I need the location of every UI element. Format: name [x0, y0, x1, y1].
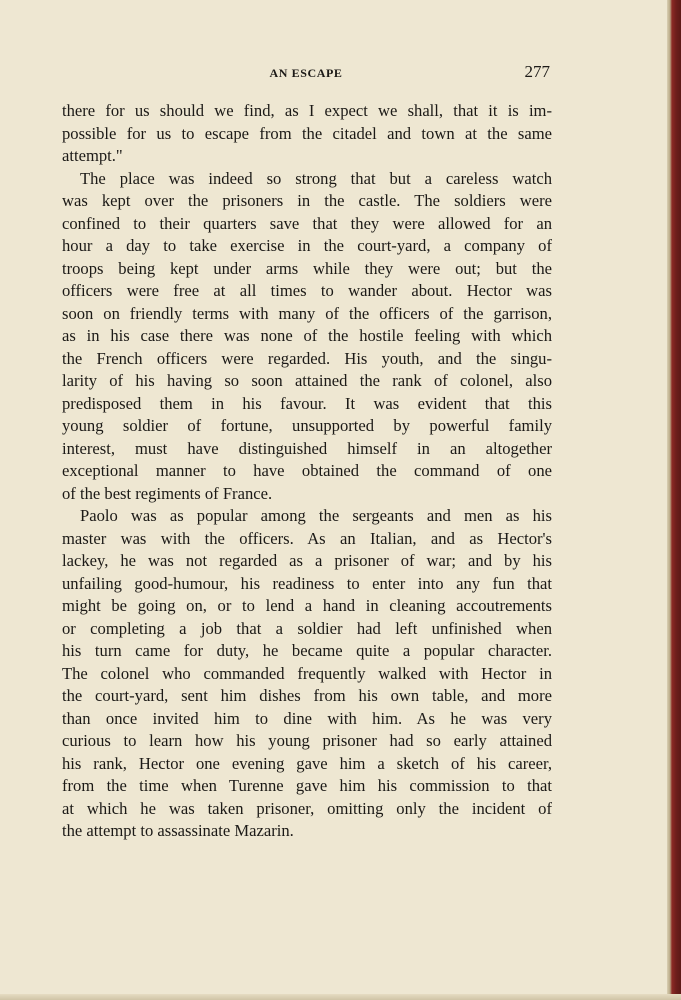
- text-line: lackey, he was not regarded as a prisoner of war; and by his: [62, 551, 552, 570]
- page-header: [60, 62, 552, 86]
- text-line: of the best regiments of France.: [62, 483, 273, 503]
- text-line: exceptional manner to have obtained the command of one: [62, 461, 552, 480]
- text-line: possible for us to escape from the citadel and town at the same: [62, 123, 552, 143]
- text-line: master was with the officers. As an Italian, and as Hector's: [62, 528, 552, 548]
- text-line: at which he was taken prisoner, omitting only the incident of: [62, 798, 552, 818]
- text-line: Paolo was as popular among the sergeants and men as his: [80, 506, 552, 525]
- body-text: [62, 100, 552, 843]
- text-line: as in his case there was none of the hostile feeling with which: [62, 326, 552, 345]
- text-line: The place was indeed so strong that but a careless watch: [80, 168, 552, 188]
- text-line: than once invited him to dine with him. As he was very: [62, 708, 552, 728]
- book-binding-edge: [667, 0, 681, 1000]
- text-line: interest, must have distinguished himself in an altogether: [62, 438, 552, 458]
- text-line: The colonel who commanded frequently walked with Hector in: [62, 663, 552, 683]
- running-title: AN ESCAPE: [269, 66, 343, 80]
- text-line: the attempt to assassinate Mazarin.: [62, 821, 294, 840]
- text-line: predisposed them in his favour. It was evident that this: [62, 393, 552, 413]
- text-line: confined to their quarters save that they were allowed for an: [62, 213, 552, 233]
- text-line: larity of his having so soon attained the rank of colonel, also: [62, 371, 552, 390]
- text-line: attempt.": [62, 146, 123, 165]
- text-line: officers were free at all times to wander about. Hector was: [62, 281, 552, 300]
- text-line: might be going on, or to lend a hand in cleaning accoutrements: [62, 596, 552, 615]
- text-line: his rank, Hector one evening gave him a sketch of his career,: [62, 753, 552, 773]
- text-line: or completing a job that a soldier had left unfinished when: [62, 618, 552, 638]
- page-bottom-edge: [0, 994, 681, 1000]
- text-line: troops being kept under arms while they were out; but the: [62, 258, 552, 278]
- text-line: there for us should we find, as I expect we shall, that it is im-: [62, 101, 552, 120]
- text-line: young soldier of fortune, unsupported by powerful family: [62, 416, 552, 435]
- paragraph: [62, 100, 552, 168]
- text-line: unfailing good-humour, his readiness to enter into any fun that: [62, 573, 552, 593]
- text-line: curious to learn how his young prisoner had so early attained: [62, 731, 552, 750]
- text-line: was kept over the prisoners in the castle. The soldiers were: [62, 191, 552, 210]
- text-line: the French officers were regarded. His youth, and the singu-: [62, 348, 552, 368]
- text-line: from the time when Turenne gave him his commission to that: [62, 776, 552, 795]
- text-line: the court-yard, sent him dishes from his own table, and more: [62, 686, 552, 705]
- text-line: hour a day to take exercise in the court-yard, a company of: [62, 236, 552, 255]
- paragraph: [62, 505, 552, 843]
- text-line: his turn came for duty, he became quite a popular character.: [62, 641, 552, 660]
- paragraph: [62, 168, 552, 506]
- page-number: 277: [524, 62, 550, 81]
- text-line: soon on friendly terms with many of the officers of the garrison,: [62, 303, 552, 323]
